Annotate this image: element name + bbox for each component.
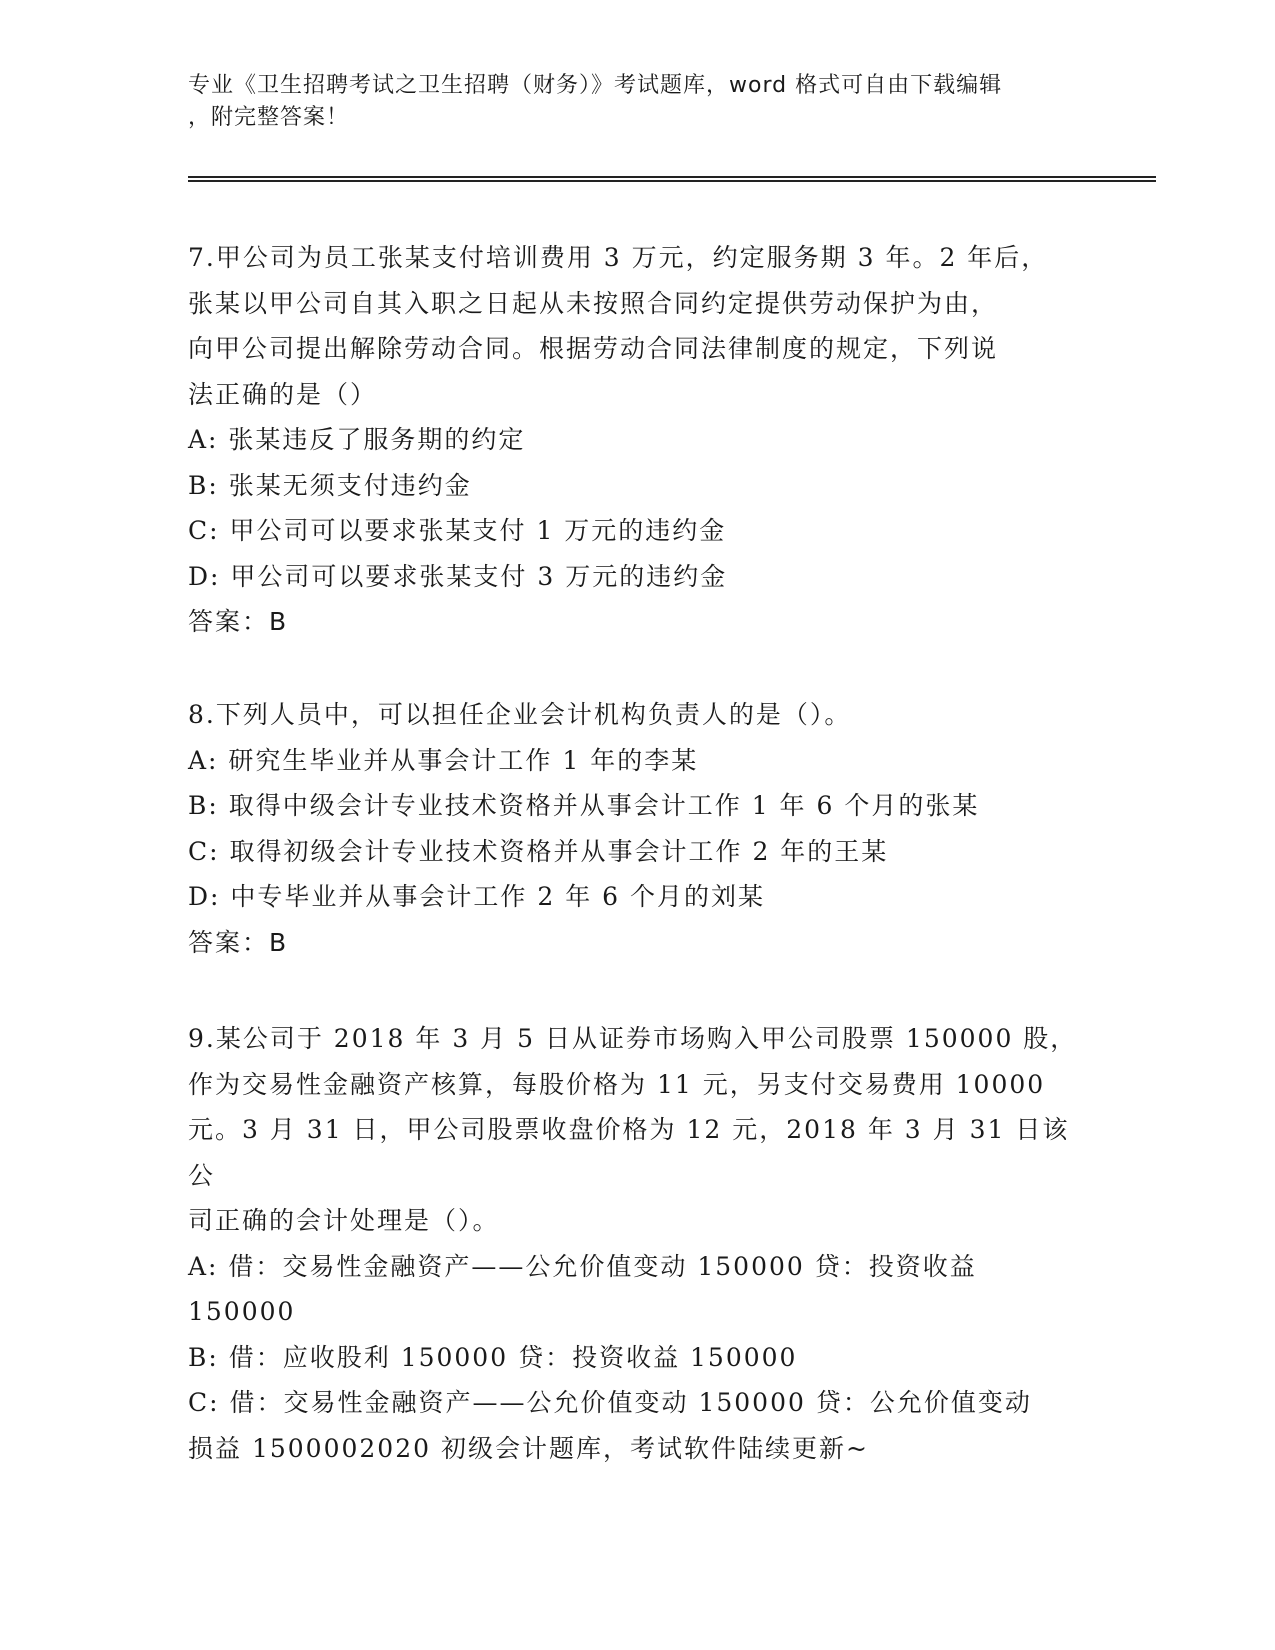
header-line-2: ，附完整答案！ xyxy=(188,105,350,130)
question-8 xyxy=(188,692,1088,965)
question-stem-line: 法正确的是（） xyxy=(188,379,378,409)
header-line-1: 专业《卫生招聘考试之卫生招聘（财务）》考试题库，word 格式可自由下载编辑 xyxy=(188,73,1003,98)
question-stem-line: 作为交易性金融资产核算，每股价格为 11 元，另支付交易费用 10000 xyxy=(188,1069,1046,1099)
question-7 xyxy=(188,235,1088,645)
question-stem-line: 司正确的会计处理是（）。 xyxy=(188,1206,500,1235)
option-b: B: 张某无须支付违约金 xyxy=(188,470,472,500)
header-divider xyxy=(188,176,1156,182)
answer: 答案：B xyxy=(188,927,289,957)
question-stem-line: 7.甲公司为员工张某支付培训费用 3 万元，约定服务期 3 年。2 年后， xyxy=(188,243,1049,272)
question-stem-line: 张某以甲公司自其入职之日起从未按照合同约定提供劳动保护为由， xyxy=(188,288,999,318)
option-a: A: 借：交易性金融资产——公允价值变动 150000 贷：投资收益 xyxy=(188,1251,977,1281)
page-header xyxy=(188,70,1068,134)
option-a: A: 研究生毕业并从事会计工作 1 年的李某 xyxy=(188,745,699,775)
option-c-continued: 损益 1500002020 初级会计题库，考试软件陆续更新~ xyxy=(188,1433,869,1463)
question-stem-line: 元。3 月 31 日，甲公司股票收盘价格为 12 元，2018 年 3 月 31 日该公 xyxy=(188,1115,1070,1190)
option-d: D: 中专毕业并从事会计工作 2 年 6 个月的刘某 xyxy=(188,882,766,911)
question-stem-line: 9.某公司于 2018 年 3 月 5 日从证券市场购入甲公司股票 150000 股， xyxy=(188,1024,1078,1053)
question-stem-line: 向甲公司提出解除劳动合同。根据劳动合同法律制度的规定，下列说 xyxy=(188,334,999,363)
answer: 答案：B xyxy=(188,607,289,636)
option-c: C: 取得初级会计专业技术资格并从事会计工作 2 年的王某 xyxy=(188,836,889,866)
option-a-continued: 150000 xyxy=(188,1297,296,1326)
option-c: C: 借：交易性金融资产——公允价值变动 150000 贷：公允价值变动 xyxy=(188,1388,1032,1417)
question-stem-line: 8.下列人员中，可以担任企业会计机构负责人的是（）。 xyxy=(188,700,852,729)
option-c: C: 甲公司可以要求张某支付 1 万元的违约金 xyxy=(188,516,727,545)
option-a: A: 张某违反了服务期的约定 xyxy=(188,425,526,454)
option-d: D: 甲公司可以要求张某支付 3 万元的违约金 xyxy=(188,561,728,591)
option-b: B: 取得中级会计专业技术资格并从事会计工作 1 年 6 个月的张某 xyxy=(188,791,980,820)
question-9 xyxy=(188,1016,1088,1471)
option-b: B: 借：应收股利 150000 贷：投资收益 150000 xyxy=(188,1342,798,1372)
